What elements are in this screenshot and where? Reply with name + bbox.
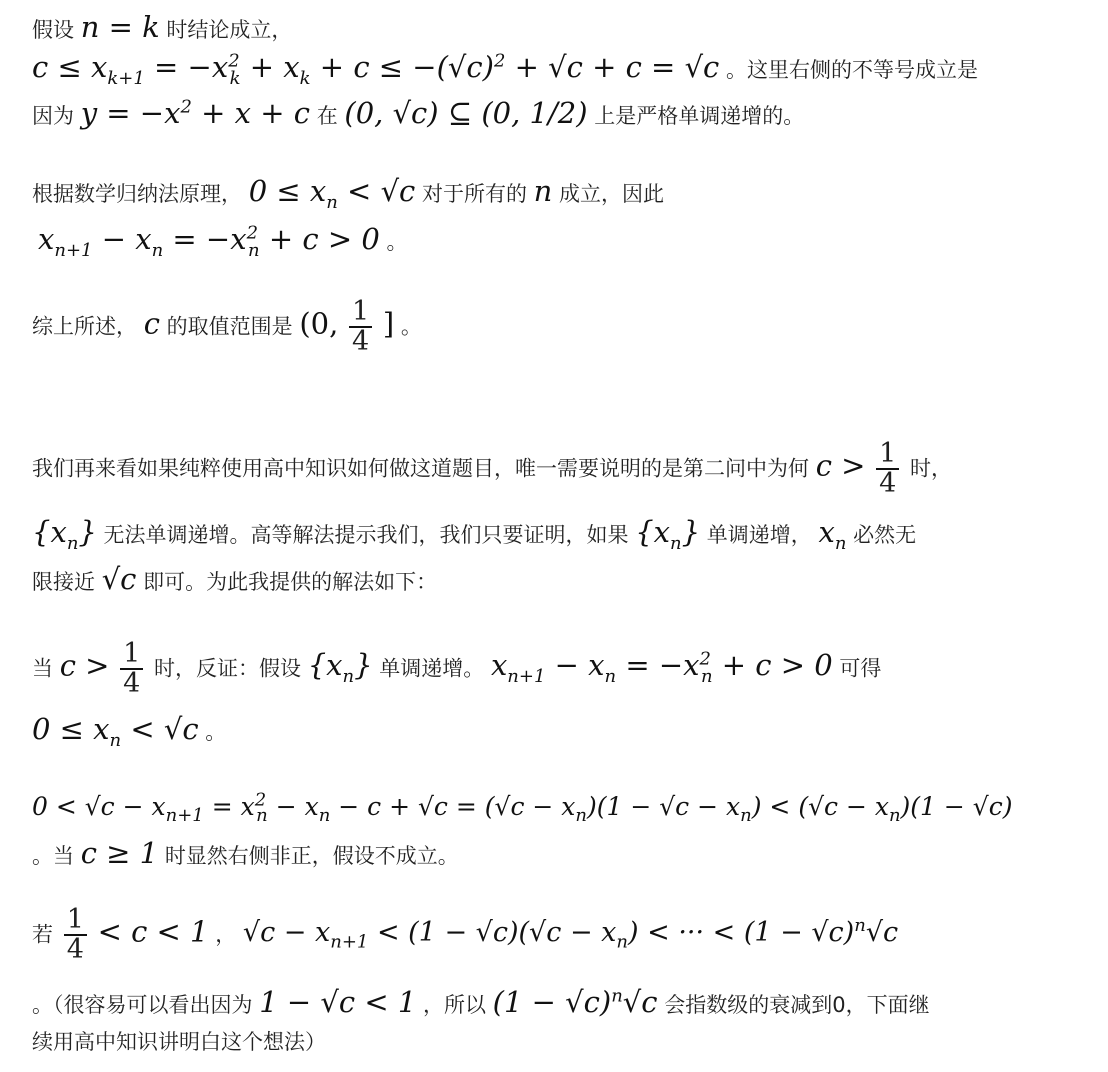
fraction: $\frac{1}{4}$ xyxy=(120,640,143,699)
p6-line1 xyxy=(32,790,1013,827)
text: 。（很容易可以看出因为 xyxy=(32,993,253,1017)
text: 续用高中知识讲明白这个想法） xyxy=(32,1030,326,1054)
text: 单调递增， xyxy=(706,523,812,547)
p5-line1 xyxy=(32,640,881,699)
text: 必然无 xyxy=(853,523,917,547)
text: ， xyxy=(215,922,237,947)
text: 。这里右侧的不等号成立是 xyxy=(725,58,978,82)
text: 。当 xyxy=(32,844,74,868)
math: $c \le x_{k+1} = -x^2_k + x_k + c \le -(√c)^2 + √c + c = √c$ xyxy=(32,50,720,89)
text: 。 xyxy=(386,230,408,254)
text: 单调递增。 xyxy=(379,656,485,681)
math: (0, xyxy=(299,306,339,341)
text: 无法单调递增。高等解法提示我们，我们只要证明，如果 xyxy=(103,523,629,547)
p4-line2 xyxy=(32,515,916,554)
math: $x_{n+1} - x_n = -x^2_n + c > 0$ xyxy=(38,222,380,261)
text: 时显然右侧非正，假设不成立。 xyxy=(164,844,459,868)
text: 会指数级的衰减到0，下面继 xyxy=(664,993,930,1017)
math: $y = -x^2 + x + c$ xyxy=(80,96,310,130)
text: ，所以 xyxy=(422,993,486,1017)
math: n xyxy=(533,174,553,208)
p3-line1 xyxy=(32,298,422,357)
math: c ≥ 1 xyxy=(80,836,159,870)
text: 。 xyxy=(400,314,422,339)
text: 我们再来看如果纯粹使用高中知识如何做这道题目，唯一需要说明的是第二问中为何 xyxy=(32,456,809,481)
math: 1 − √c < 1 xyxy=(259,985,417,1019)
text: 。 xyxy=(205,720,227,744)
p2-line2 xyxy=(38,222,407,261)
math: $\{x_n\}$ xyxy=(32,515,97,554)
text: 时结论成立， xyxy=(166,18,293,42)
text: 在 xyxy=(316,104,338,128)
text: 时，反证：假设 xyxy=(154,656,302,681)
text: 因为 xyxy=(32,104,74,128)
p7-line1 xyxy=(32,906,898,965)
p4-line3 xyxy=(32,562,437,597)
p4-line1 xyxy=(32,440,952,499)
math: √c xyxy=(101,562,137,596)
math: c xyxy=(143,306,160,341)
math: $x_n$ xyxy=(818,515,847,554)
math: n = k xyxy=(80,10,160,44)
p5-line2 xyxy=(32,712,226,751)
math: $\{x_n\}$ xyxy=(635,515,701,554)
p7-line3 xyxy=(32,1030,326,1055)
fraction: $\frac{1}{4}$ xyxy=(349,298,372,357)
text: 可得 xyxy=(839,656,882,681)
math: $(1 - √c)^n√c$ xyxy=(492,985,658,1019)
text: 假设 xyxy=(32,18,74,42)
text: 即可。为此我提供的解法如下： xyxy=(143,570,438,594)
p1-line3 xyxy=(32,96,804,131)
fraction: $\frac{1}{4}$ xyxy=(876,440,899,499)
p1-line1 xyxy=(32,10,292,45)
math: ] xyxy=(382,306,395,341)
math: $0 \le x_n < √c$ xyxy=(32,712,199,751)
math: (0, √c) ⊆ (0, 1/2) xyxy=(344,96,588,130)
text: 时， xyxy=(910,456,953,481)
p7-line2 xyxy=(32,985,930,1020)
text: 对于所有的 xyxy=(421,182,527,206)
math: c > xyxy=(59,648,110,683)
math: $x_{n+1} - x_n = -x^2_n + c > 0$ xyxy=(490,648,833,688)
text: 综上所述， xyxy=(32,314,137,339)
text: 当 xyxy=(32,656,53,681)
text: 若 xyxy=(32,922,53,947)
math: $0 < √c - x_{n+1} = x^2_n - x_n - c + √c = (√c - x_n)(1 - √c - x_n) < (√c - x_n)(1 - √c)$ xyxy=(32,790,1013,827)
math: $√c - x_{n+1} < (1 - √c)(√c - x_n)$ < ··· < $(1 - √c)^n√c$ xyxy=(242,915,899,953)
text: 限接近 xyxy=(32,570,95,594)
p1-line2 xyxy=(32,50,978,89)
text: 根据数学归纳法原理， xyxy=(32,182,242,206)
p2-line1 xyxy=(32,174,664,213)
text: 成立，因此 xyxy=(559,182,665,206)
text: 的取值范围是 xyxy=(166,314,293,339)
text: 上是严格单调递增的。 xyxy=(594,104,805,128)
math: $0 \le x_n < √c$ xyxy=(248,174,416,213)
fraction: $\frac{1}{4}$ xyxy=(64,906,87,965)
math: $\{x_n\}$ xyxy=(307,648,373,688)
math: < c < 1 xyxy=(97,914,209,949)
p6-line2 xyxy=(32,836,459,871)
math: c > xyxy=(815,448,866,483)
